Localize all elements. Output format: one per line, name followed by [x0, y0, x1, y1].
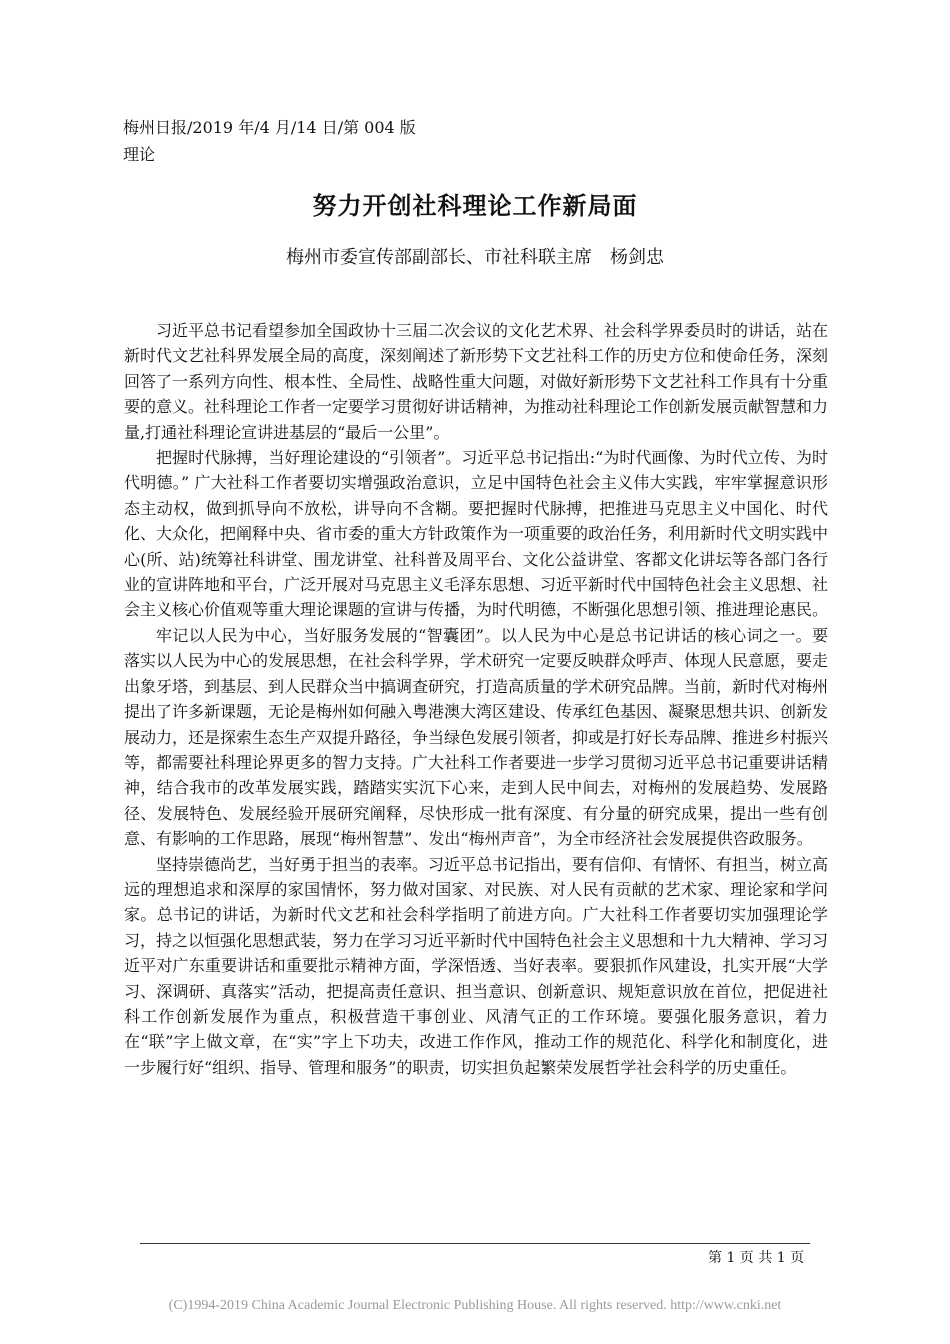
article-author: 梅州市委宣传部副部长、市社科联主席 杨剑忠 [286, 247, 664, 268]
publication-source: 梅州日报/2019 年/4 月/14 日/第 004 版 [123, 118, 416, 137]
paragraph: 把握时代脉搏，当好理论建设的“引领者”。习近平总书记指出:“为时代画像、为时代立传、为时代明德。” 广大社科工作者要切实增强政治意识，立足中国特色社会主义伟大实践，牢牢掌握意识形态主动权，做到抓导向不放松，讲导向不含糊。要把握时代脉搏，把推进马克思主义中国化、时代化、大众化，把阐释中央、省市委的重大方针政策作为一项重要的政治任务，利用新时代文明实践中心(所、站)统筹社科讲堂、围龙讲堂、社科普及周平台、文化公益讲堂、客都文化讲坛等各部门各行业的宣讲阵地和平台，广泛开展对马克思主义毛泽东思想、习近平新时代中国特色社会主义思想、社会主义核心价值观等重大理论课题的宣讲与传播，为时代明德，不断强化思想引领、推进理论惠民。 [124, 448, 829, 620]
section-label: 理论 [123, 145, 156, 164]
paragraph: 牢记以人民为中心，当好服务发展的“智囊团”。以人民为中心是总书记讲话的核心词之一。要落实以人民为中心的发展思想，在社会科学界，学术研究一定要反映群众呼声、体现人民意愿，要走出象牙塔，到基层、到人民群众当中搞调查研究，打造高质量的学术研究品牌。当前，新时代对梅州提出了许多新课题，无论是梅州如何融入粤港澳大湾区建设、传承红色基因、凝聚思想共识、创新发展动力，还是探索生态生产双提升路径，争当绿色发展引领者，抑或是打好长寿品牌、推进乡村振兴等，都需要社科理论界更多的智力支持。广大社科工作者要进一步学习贯彻习近平总书记重要讲话精神，结合我市的改革发展实践，踏踏实实沉下心来，走到人民中间去，对梅州的发展趋势、发展路径、发展特色、发展经验开展研究阐释，尽快形成一批有深度、有分量的研究成果，提出一些有创意、有影响的工作思路，展现“梅州智慧”、发出“梅州声音”，为全市经济社会发展提供咨政服务。 [124, 625, 829, 849]
paragraph: 习近平总书记看望参加全国政协十三届二次会议的文化艺术界、社会科学界委员时的讲话，站在新时代文艺社科界发展全局的高度，深刻阐述了新形势下文艺社科工作的历史方位和使命任务，深刻回答了一系列方向性、根本性、全局性、战略性重大问题，对做好新形势下文艺社科工作具有十分重要的意义。社科理论工作者一定要学习贯彻好讲话精神，为推动社科理论工作创新发展贡献智慧和力量,打通社科理论宣讲进基层的“最后一公里”。 [124, 321, 829, 442]
article-body [124, 318, 828, 1080]
page-number: 第 1 页 共 1 页 [708, 1250, 805, 1266]
copyright-notice: (C)1994-2019 China Academic Journal Electronic Publishing House. All rights reserved. http://www.cnki.net [168, 1298, 782, 1313]
footer-divider [140, 1243, 810, 1244]
paragraph: 坚持崇德尚艺，当好勇于担当的表率。习近平总书记指出，要有信仰、有情怀、有担当，树立高远的理想追求和深厚的家国情怀，努力做对国家、对民族、对人民有贡献的艺术家、理论家和学问家。总书记的讲话，为新时代文艺和社会科学指明了前进方向。广大社科工作者要切实加强理论学习，持之以恒强化思想武装，努力在学习习近平新时代中国特色社会主义思想和十九大精神、学习习近平对广东重要讲话和重要批示精神方面，学深悟透、当好表率。要狠抓作风建设，扎实开展“大学习、深调研、真落实”活动，把提高责任意识、担当意识、创新意识、规矩意识放在首位，把促进社科工作创新发展作为重点，积极营造干事创业、风清气正的工作环境。要强化服务意识，着力在“联”字上做文章，在“实”字上下功夫，改进工作作风，推动工作的规范化、科学化和制度化，进一步履行好“组织、指导、管理和服务”的职责，切实担负起繁荣发展哲学社会科学的历史重任。 [124, 854, 829, 1077]
article-title: 努力开创社科理论工作新局面 [312, 192, 638, 220]
